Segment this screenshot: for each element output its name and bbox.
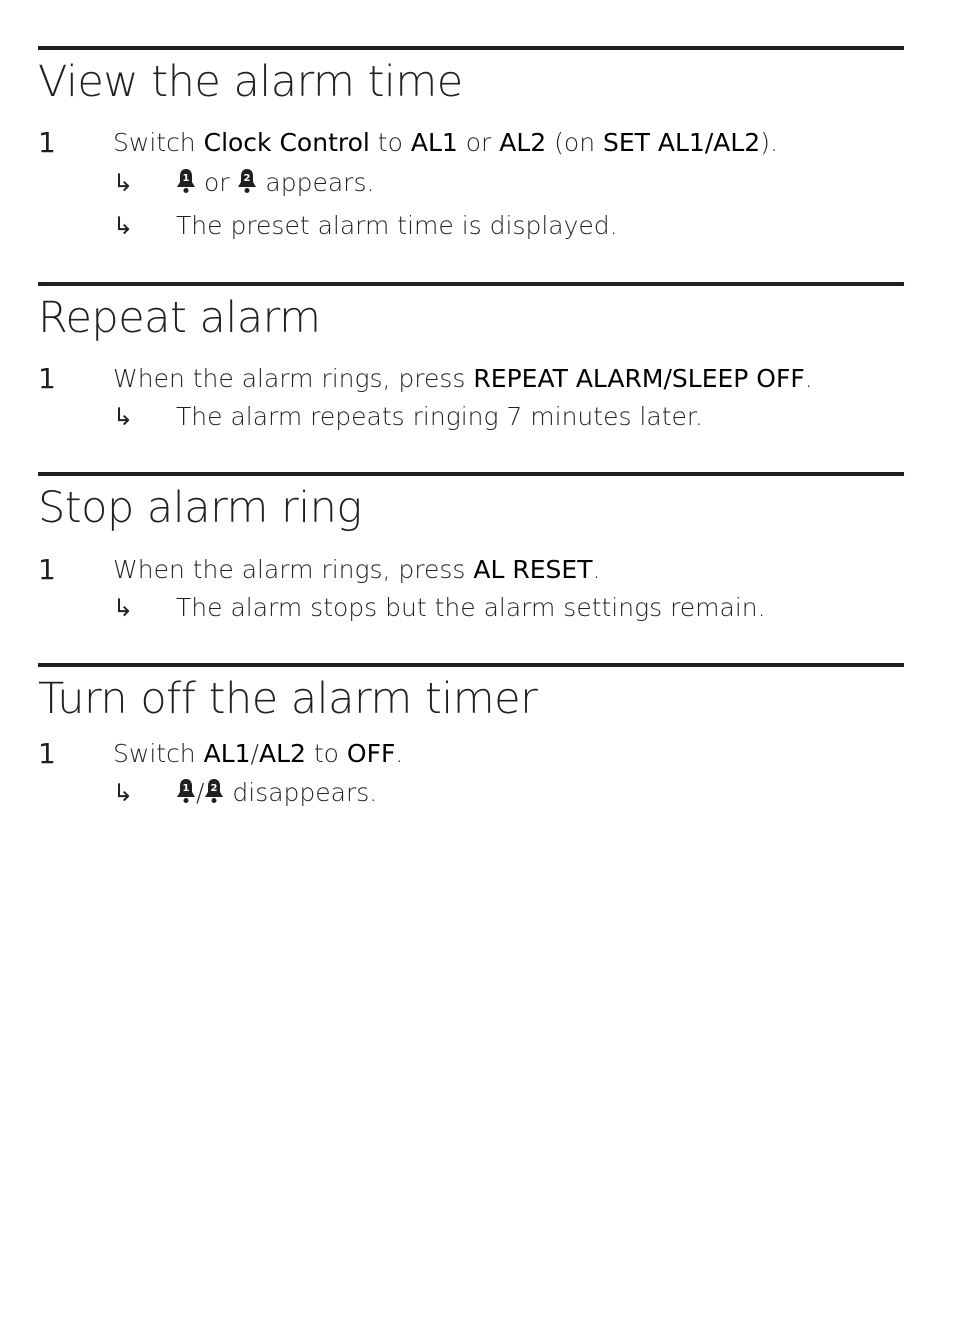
step-text-part: ). [760,128,778,157]
alarm-bell-icon [176,168,196,194]
result-text [176,168,374,198]
step-number: 1 [38,737,56,770]
step-text-part: When the alarm rings, press [113,555,474,584]
section-title: Stop alarm ring [38,483,362,533]
step-text-part: . [804,364,813,393]
keyword-al-reset: AL RESET [473,555,593,584]
svg-text:2: 2 [210,783,218,794]
keyword-repeat-alarm-sleep-off: REPEAT ALARM/SLEEP OFF [473,364,805,393]
result-text: The alarm stops but the alarm settings remain. [176,593,766,622]
section-repeat-alarm [38,282,904,466]
step-text-part: to [305,739,347,768]
step-text [113,555,600,585]
keyword-al2: AL2 [258,739,306,768]
section-stop-alarm-ring [38,472,904,656]
step-number: 1 [38,126,56,159]
step-text-part: or [457,128,500,157]
alarm-bell-icon [204,778,224,804]
keyword-clock-control: Clock Control [203,128,370,157]
step-text-part: Switch [113,128,204,157]
svg-text:1: 1 [182,173,190,184]
section-title: Repeat alarm [38,293,321,343]
keyword-al1: AL1 [203,739,251,768]
section-title: View the alarm time [38,57,463,107]
result-arrow-icon: ↳ [113,779,134,807]
result-arrow-icon: ↳ [113,403,134,431]
step-number: 1 [38,362,56,395]
step-text-part: . [395,739,404,768]
svg-text:2: 2 [243,173,251,184]
result-arrow-icon: ↳ [113,169,134,197]
step-text-part: (on [546,128,603,157]
keyword-al2: AL2 [499,128,547,157]
step-number: 1 [38,553,56,586]
step-text-part: When the alarm rings, press [113,364,474,393]
step-text-part: . [592,555,601,584]
step-text-part: Switch [113,739,204,768]
step-text-part: to [369,128,411,157]
step-text [113,364,813,394]
svg-text:1: 1 [182,783,190,794]
step-text [113,128,778,158]
result-text [176,778,377,808]
result-text-part: disappears. [224,778,378,807]
keyword-off: OFF [346,739,396,768]
section-turn-off-alarm-timer [38,663,904,847]
result-text: The alarm repeats ringing 7 minutes later. [176,402,703,431]
result-text-part: / [196,778,205,807]
alarm-bell-icon [176,778,196,804]
section-view-alarm-time [38,46,904,280]
result-arrow-icon: ↳ [113,212,134,240]
result-text: The preset alarm time is displayed. [176,211,618,240]
section-title: Turn off the alarm timer [38,674,538,724]
result-arrow-icon: ↳ [113,594,134,622]
step-text [113,739,403,769]
keyword-set-al1-al2: SET AL1/AL2 [603,128,761,157]
step-text-part: / [250,739,259,768]
alarm-bell-icon [237,168,257,194]
result-text-part: or [196,168,238,197]
keyword-al1: AL1 [410,128,458,157]
result-text-part: appears. [257,168,375,197]
